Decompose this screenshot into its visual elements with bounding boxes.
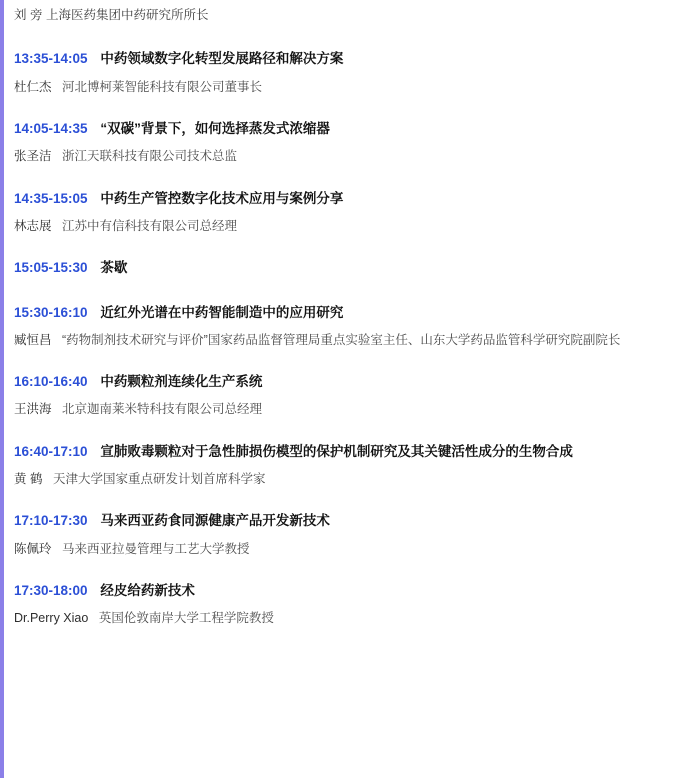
divider-space-3	[14, 236, 685, 258]
entry-title-row	[14, 303, 685, 323]
entry-time: 15:05-15:30	[14, 260, 88, 276]
entry-time: 14:05-14:35	[14, 121, 88, 136]
agenda-entry	[14, 581, 685, 629]
entry-time: 13:35-14:05	[14, 51, 88, 67]
divider-space-1	[14, 97, 685, 119]
entry-speaker-affiliation: 浙江天联科技有限公司技术总监	[62, 149, 238, 164]
divider-space-0	[14, 25, 685, 49]
entry-speaker-row	[14, 331, 685, 350]
entry-time: 14:35-15:05	[14, 190, 88, 206]
entry-time: 17:10-17:30	[14, 513, 88, 529]
entry-topic: 茶歇	[100, 260, 128, 276]
agenda-entry	[14, 189, 685, 237]
entry-title-row	[14, 442, 685, 462]
agenda-entry	[14, 372, 685, 420]
entry-title-row	[14, 49, 685, 69]
agenda-entry	[14, 119, 685, 167]
entry-speaker-affiliation: “药物制剂技术研究与评价”国家药品监督管理局重点实验室主任、山东大学药品监管科学研究院副院长	[62, 332, 621, 347]
entry-speaker-affiliation: 天津大学国家重点研发计划首席科学家	[52, 472, 266, 486]
entry-speaker-name: 黄 鹤	[14, 472, 43, 486]
divider-space-2	[14, 167, 685, 189]
entry-title-row	[14, 372, 685, 392]
entry-title-row	[14, 258, 685, 278]
entry-speaker-row	[14, 609, 685, 628]
entry-speaker-row	[14, 540, 685, 559]
entry-topic: 马来西亚药食同源健康产品开发新技术	[100, 513, 330, 529]
agenda-entry	[14, 49, 685, 97]
entry-speaker-row	[14, 400, 685, 419]
entry-speaker-name: 王洪海	[14, 402, 52, 417]
lead-speaker-affiliation: 上海医药集团中药研究所所长	[45, 8, 209, 22]
divider-space-5	[14, 350, 685, 372]
agenda-entry	[14, 303, 685, 351]
entry-topic: 中药颗粒剂连续化生产系统	[100, 374, 263, 390]
entry-speaker-name: 林志展	[14, 218, 52, 233]
lead-speaker-name: 刘 旁	[14, 8, 43, 22]
entry-title-row	[14, 189, 685, 209]
entry-time: 15:30-16:10	[14, 304, 88, 320]
entry-speaker-row	[14, 78, 685, 97]
divider-space-7	[14, 489, 685, 511]
entry-title-row	[14, 119, 685, 139]
entry-speaker-affiliation: 河北博柯莱智能科技有限公司董事长	[62, 79, 263, 94]
agenda-entry	[14, 442, 685, 490]
entry-speaker-name: Dr.Perry Xiao	[14, 611, 89, 626]
entry-speaker-affiliation: 马来西亚拉曼管理与工艺大学教授	[62, 541, 250, 556]
agenda-entry	[14, 511, 685, 559]
entry-speaker-name: 陈佩玲	[14, 541, 52, 556]
entry-topic: 近红外光谱在中药智能制造中的应用研究	[100, 304, 344, 320]
entry-title-row	[14, 581, 685, 601]
entry-time: 16:40-17:10	[14, 443, 88, 459]
entry-title-row	[14, 511, 685, 531]
entry-topic: “双碳”背景下，如何选择蒸发式浓缩器	[100, 121, 330, 136]
entry-speaker-row	[14, 217, 685, 236]
entry-speaker-affiliation: 江苏中有信科技有限公司总经理	[62, 218, 238, 233]
entry-topic: 经皮给药新技术	[100, 583, 195, 598]
divider-space-4	[14, 279, 685, 303]
entry-time: 17:30-18:00	[14, 583, 88, 598]
entry-speaker-row	[14, 470, 685, 489]
entry-topic: 宣肺败毒颗粒对于急性肺损伤模型的保护机制研究及其关键活性成分的生物合成	[100, 443, 573, 459]
entry-speaker-name: 张圣洁	[14, 149, 52, 164]
entry-speaker-row	[14, 147, 685, 166]
entry-speaker-name: 臧恒昌	[14, 332, 52, 347]
entry-topic: 中药领域数字化转型发展路径和解决方案	[100, 51, 344, 67]
entry-speaker-name: 杜仁杰	[14, 79, 52, 94]
divider-space-6	[14, 420, 685, 442]
lead-speaker-line	[14, 0, 685, 25]
entry-speaker-affiliation: 北京迦南莱米特科技有限公司总经理	[62, 402, 263, 417]
agenda-entry	[14, 258, 685, 278]
entry-speaker-affiliation: 英国伦敦南岸大学工程学院教授	[98, 611, 274, 626]
entry-time: 16:10-16:40	[14, 374, 88, 390]
entry-topic: 中药生产管控数字化技术应用与案例分享	[100, 190, 344, 206]
divider-space-8	[14, 559, 685, 581]
